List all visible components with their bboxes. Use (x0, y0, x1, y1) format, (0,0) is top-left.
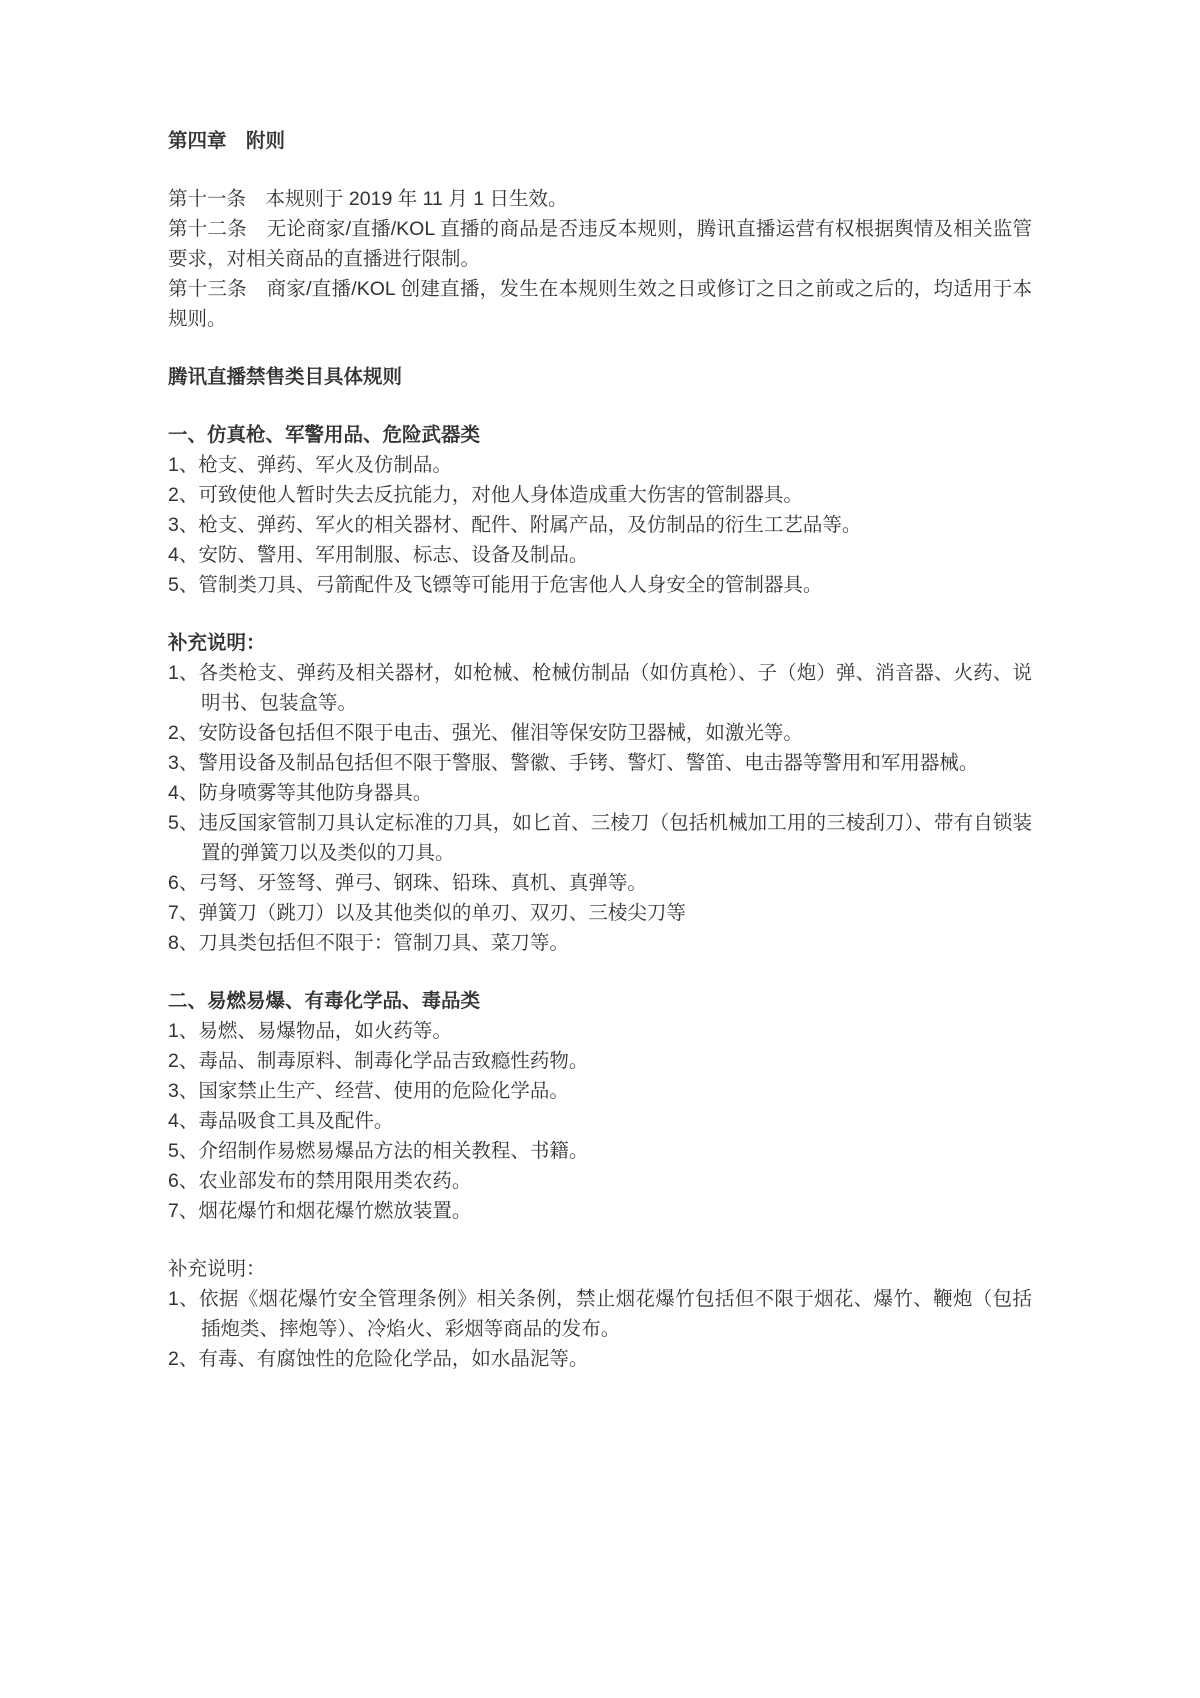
list-item: 5、管制类刀具、弓箭配件及飞镖等可能用于危害他人人身安全的管制器具。 (168, 574, 823, 596)
document-body (168, 126, 1032, 1374)
paragraph: 第十三条 商家/直播/KOL 创建直播，发生在本规则生效之日或修订之日之前或之后的，均适用于本规则。 (168, 278, 1032, 330)
list-item: 6、农业部发布的禁用限用类农药。 (168, 1170, 472, 1192)
section-heading: 补充说明： (168, 632, 266, 654)
list-item: 1、依据《烟花爆竹安全管理条例》相关条例，禁止烟花爆竹包括但不限于烟花、爆竹、鞭炮（包括插炮类、摔炮等）、冷焰火、彩烟等商品的发布。 (168, 1288, 1032, 1340)
list-item: 2、毒品、制毒原料、制毒化学品吉致瘾性药物。 (168, 1050, 589, 1072)
list-item: 2、可致使他人暂时失去反抗能力，对他人身体造成重大伤害的管制器具。 (168, 484, 803, 506)
list-item: 2、有毒、有腐蚀性的危险化学品，如水晶泥等。 (168, 1348, 589, 1370)
list-item: 6、弓弩、牙签弩、弹弓、钢珠、铅珠、真机、真弹等。 (168, 872, 647, 894)
blank-line (168, 334, 1032, 362)
list-item: 3、国家禁止生产、经营、使用的危险化学品。 (168, 1080, 569, 1102)
blank-line (168, 1226, 1032, 1254)
list-item: 3、枪支、弹药、军火的相关器材、配件、附属产品，及仿制品的衍生工艺品等。 (168, 514, 862, 536)
blank-line (168, 600, 1032, 628)
list-item: 3、警用设备及制品包括但不限于警服、警徽、手铐、警灯、警笛、电击器等警用和军用器械。 (168, 752, 979, 774)
list-item: 2、安防设备包括但不限于电击、强光、催泪等保安防卫器械，如激光等。 (168, 722, 803, 744)
blank-line (168, 156, 1032, 184)
list-item: 7、弹簧刀（跳刀）以及其他类似的单刃、双刃、三棱尖刀等 (168, 902, 686, 924)
list-item: 4、安防、警用、军用制服、标志、设备及制品。 (168, 544, 589, 566)
list-item: 8、刀具类包括但不限于：管制刀具、菜刀等。 (168, 932, 569, 954)
section-heading: 腾讯直播禁售类目具体规则 (168, 366, 403, 388)
list-item: 5、介绍制作易燃易爆品方法的相关教程、书籍。 (168, 1140, 589, 1162)
list-item: 1、各类枪支、弹药及相关器材，如枪械、枪械仿制品（如仿真枪）、子（炮）弹、消音器、火药、说明书、包装盒等。 (168, 662, 1032, 714)
list-item: 4、防身喷雾等其他防身器具。 (168, 782, 433, 804)
list-item: 1、易燃、易爆物品，如火药等。 (168, 1020, 452, 1042)
list-item: 7、烟花爆竹和烟花爆竹燃放装置。 (168, 1200, 472, 1222)
section-heading: 第四章 附则 (168, 130, 286, 152)
section-heading: 二、易燃易爆、有毒化学品、毒品类 (168, 990, 481, 1012)
blank-line (168, 392, 1032, 420)
blank-line (168, 958, 1032, 986)
paragraph: 第十二条 无论商家/直播/KOL 直播的商品是否违反本规则，腾讯直播运营有权根据舆情及相关监管要求，对相关商品的直播进行限制。 (168, 218, 1032, 270)
paragraph: 补充说明： (168, 1258, 266, 1280)
list-item: 4、毒品吸食工具及配件。 (168, 1110, 394, 1132)
paragraph: 第十一条 本规则于 2019 年 11 月 1 日生效。 (168, 188, 568, 210)
section-heading: 一、仿真枪、军警用品、危险武器类 (168, 424, 481, 446)
list-item: 5、违反国家管制刀具认定标准的刀具，如匕首、三棱刀（包括机械加工用的三棱刮刀）、带有自锁装置的弹簧刀以及类似的刀具。 (168, 812, 1032, 864)
list-item: 1、枪支、弹药、军火及仿制品。 (168, 454, 452, 476)
